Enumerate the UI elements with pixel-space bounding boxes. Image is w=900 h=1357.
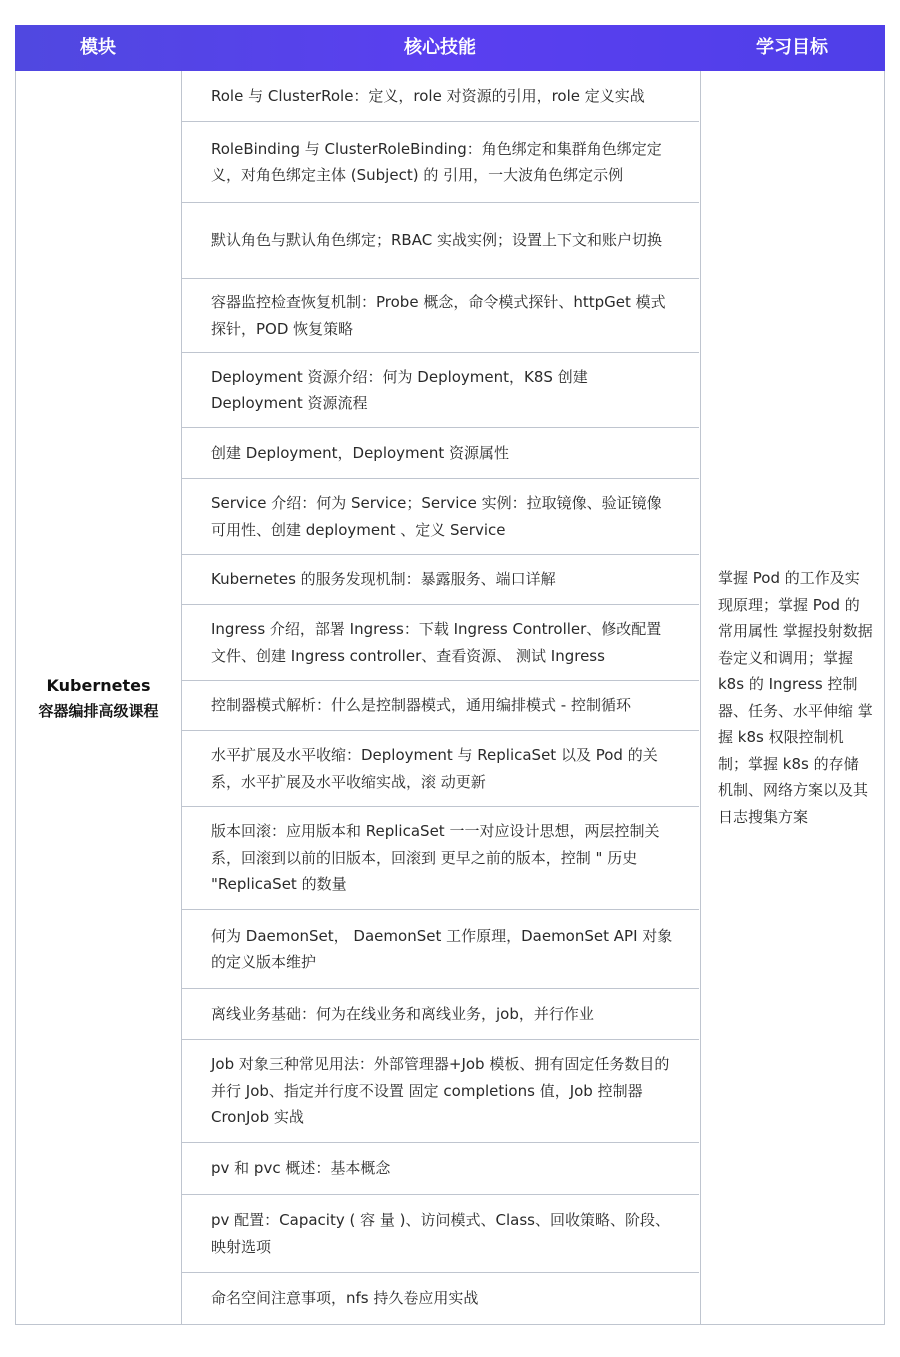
module-subtitle: 容器编排高级课程 <box>38 701 159 720</box>
skill-row <box>182 1195 699 1273</box>
skill-row <box>182 353 699 428</box>
skill-row <box>182 428 699 479</box>
skill-row <box>182 989 699 1040</box>
skill-row <box>182 555 699 605</box>
skill-text: 容器监控检查恢复机制：Probe 概念，命令模式探针、httpGet 模式探针，POD 恢复策略 <box>211 293 666 338</box>
skill-text: 水平扩展及水平收缩：Deployment 与 ReplicaSet 以及 Pod 的关系，水平扩展及水平收缩实战，滚 动更新 <box>211 746 658 791</box>
module-cell <box>16 71 182 1324</box>
skill-row <box>182 122 699 203</box>
skill-row <box>182 681 699 731</box>
skill-text: 创建 Deployment，Deployment 资源属性 <box>211 443 510 462</box>
skill-row <box>182 910 699 989</box>
header-skills: 核心技能 <box>404 37 476 58</box>
course-table <box>15 25 885 1325</box>
skill-text: 命名空间注意事项，nfs 持久卷应用实战 <box>211 1289 479 1308</box>
header-goal: 学习目标 <box>756 37 828 58</box>
skill-text: Role 与 ClusterRole：定义，role 对资源的引用，role 定义实战 <box>211 86 645 105</box>
skill-text: Ingress 介绍，部署 Ingress：下载 Ingress Controller、修改配置文件、创建 Ingress controller、查看资源、 测试 Ingress <box>211 620 662 665</box>
goal-cell <box>700 71 885 1324</box>
skill-row <box>182 1143 699 1195</box>
skills-column <box>182 71 699 1324</box>
skill-row <box>182 1273 699 1324</box>
skill-text: 控制器模式解析：什么是控制器模式，通用编排模式 - 控制循环 <box>211 696 631 715</box>
skill-row <box>182 807 699 910</box>
skill-text: pv 和 pvc 概述：基本概念 <box>211 1159 391 1178</box>
goal-text: 掌握 Pod 的工作及实现原理；掌握 Pod 的常用属性 掌握投射数据卷定义和调用；掌握 k8s 的 Ingress 控制器、任务、水平伸缩 掌握 k8s 权限控制机制；掌握 k8s 的存储机制、网络方案以及其日志搜集方案 <box>718 569 873 826</box>
skill-text: Kubernetes 的服务发现机制：暴露服务、端口详解 <box>211 570 556 589</box>
header-module: 模块 <box>80 37 116 58</box>
module-title: Kubernetes <box>46 675 151 695</box>
skill-text: RoleBinding 与 ClusterRoleBinding：角色绑定和集群角色绑定定义，对角色绑定主体 (Subject) 的 引用，一大波角色绑定示例 <box>211 139 662 184</box>
skill-text: 默认角色与默认角色绑定；RBAC 实战实例；设置上下文和账户切换 <box>211 231 662 250</box>
skill-row <box>182 203 699 279</box>
skill-text: pv 配置：Capacity ( 容 量 )、访问模式、Class、回收策略、阶段、映射选项 <box>211 1211 670 1256</box>
skill-text: 何为 DaemonSet， DaemonSet 工作原理，DaemonSet API 对象的定义版本维护 <box>211 926 673 971</box>
table-body <box>15 71 885 1325</box>
skill-row <box>182 1040 699 1143</box>
skill-row <box>182 479 699 555</box>
skill-text: Job 对象三种常见用法：外部管理器+Job 模板、拥有固定任务数目的并行 Job、指定并行度不设置 固定 completions 值，Job 控制器 CronJob 实战 <box>211 1055 670 1127</box>
skill-text: 离线业务基础：何为在线业务和离线业务，job，并行作业 <box>211 1004 594 1023</box>
skill-text: Deployment 资源介绍：何为 Deployment，K8S 创建 Deployment 资源流程 <box>211 367 588 412</box>
skill-row <box>182 279 699 353</box>
skill-text: 版本回滚：应用版本和 ReplicaSet 一一对应设计思想，两层控制关系，回滚到以前的旧版本，回滚到 更早之前的版本，控制 " 历史 "ReplicaSet 的数量 <box>211 822 660 894</box>
skill-row <box>182 731 699 807</box>
skill-text: Service 介绍：何为 Service；Service 实例：拉取镜像、验证镜像可用性、创建 deployment 、定义 Service <box>211 494 662 539</box>
skill-row <box>182 605 699 681</box>
skill-row <box>182 71 699 122</box>
table-header <box>15 25 885 71</box>
